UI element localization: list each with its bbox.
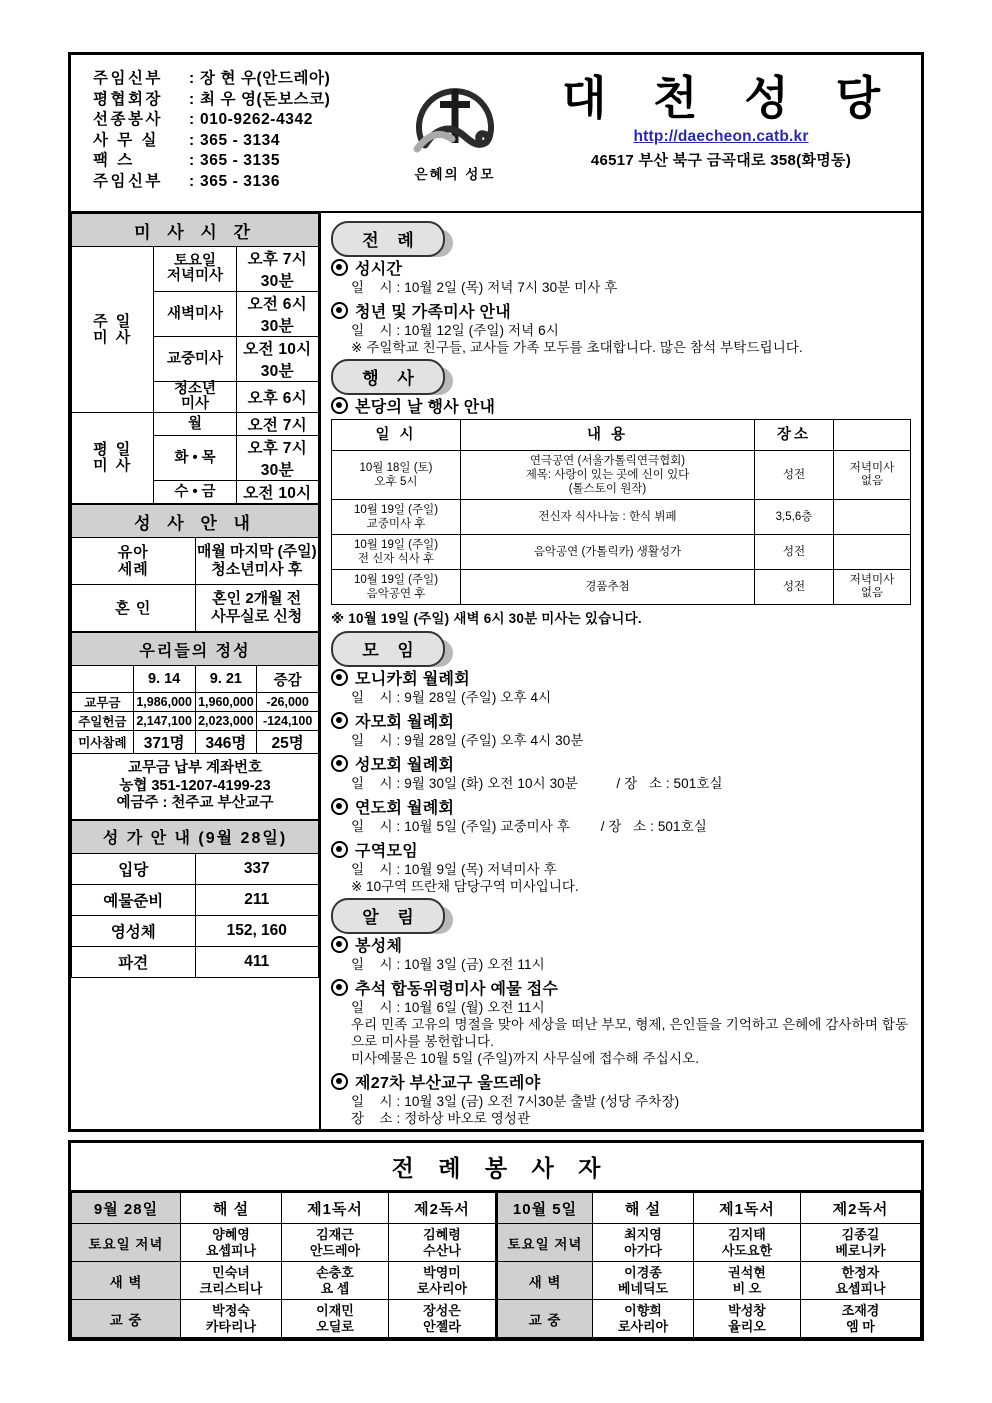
meeting-detail: 일 시 : 9월 28일 (주일) 오후 4시 [351,690,552,705]
offering-diff: 25명 [257,731,319,754]
mass-time: 오전 10시 30분 [236,337,318,382]
church-url-link[interactable]: http://daecheon.catb.kr [633,128,809,145]
offering-table [71,632,319,820]
offering-diff: -124,100 [257,712,319,731]
bullet-icon [331,798,348,815]
hymn-table [71,820,319,978]
events-col-where: 장소 [755,420,834,451]
events-col-what: 내 용 [461,420,755,451]
meeting-title: 구역모임 [355,843,419,860]
mass-schedule-title: 미 사 시 간 [72,214,319,247]
liturgy-item-note: ※ 주일학교 친구들, 교사들 가족 모두를 초대합니다. 많은 참석 부탁드립니다. [351,340,803,355]
announcement-item [329,976,913,1067]
contact-value: 최 우 영(돈보스코) [200,90,331,108]
mass-group-label: 평 일 미 사 [72,413,154,504]
ministers-row-label: 토요일 저녁 [72,1224,181,1262]
main-frame [68,52,924,1132]
event-when: 10월 18일 (토) 오후 5시 [332,451,461,500]
bullet-icon [331,302,348,319]
contact-colon: : [189,90,195,108]
offering-row-label: 미사참례 [72,731,134,754]
offering-col-date2: 9. 21 [195,666,257,693]
minister-cell: 김지태 사도요한 [694,1224,801,1262]
minister-cell: 한정자 요셉피나 [801,1262,921,1300]
events-col-extra [834,420,911,451]
meeting-item [329,709,913,749]
contact-colon: : [189,172,195,190]
events-table [331,419,911,605]
ministers-date-left: 9월 28일 [72,1193,181,1224]
events-item-title-row [329,394,913,417]
mass-kind: 수 • 금 [154,481,236,504]
announcement-detail: 일 시 : 10월 3일 (금) 오전 11시 [351,957,545,972]
contact-block [71,55,389,211]
sacrament-key: 혼 인 [72,585,196,632]
bank-account-info: 교무금 납부 계좌번호 농협 351-1207-4199-23 예금주 : 천주교 부산교구 [72,754,319,820]
offering-col-blank [72,666,134,693]
event-when: 10월 19일 (주일) 전 신자 식사 후 [332,535,461,570]
offering-col-date1: 9. 14 [133,666,195,693]
bullet-icon [331,259,348,276]
minister-cell: 손충호 요 셉 [282,1262,389,1300]
left-column [71,213,321,1132]
meeting-title: 모니카회 월례회 [355,671,471,688]
minister-cell: 김재근 안드레아 [282,1224,389,1262]
ministers-row-label: 교 중 [497,1300,593,1338]
mass-kind: 월 [154,413,236,436]
event-where: 성전 [755,451,834,500]
event-what: 경품추첨 [461,570,755,605]
minister-cell: 조재경 엠 마 [801,1300,921,1338]
church-logo-block [389,55,521,211]
event-where: 3,5,6층 [755,500,834,535]
events-item-title: 본당의 날 행사 안내 [355,399,496,416]
announcement-body: 우리 민족 고유의 명절을 맞아 세상을 떠난 부모, 형제, 은인들을 기억하고 은혜에 감사하며 합동으로 미사를 봉헌합니다. 미사예물은 10월 5일 (주일)까지 사무실에 접수해 주십시오. [351,1017,909,1066]
announcement-title-row [329,976,913,999]
contact-value: 365 - 3134 [200,131,281,149]
minister-cell: 장성은 안젤라 [389,1300,497,1338]
ministers-date-right: 10월 5일 [497,1193,593,1224]
event-where: 성전 [755,570,834,605]
meeting-title: 성모회 월례회 [355,757,455,774]
contact-colon: : [189,152,195,169]
contact-row [93,151,389,172]
bullet-icon [331,712,348,729]
ministers-header-row [72,1193,921,1224]
mass-schedule-table [71,213,319,504]
announcement-item [329,933,913,973]
meeting-title: 자모회 월례회 [355,714,455,731]
meeting-detail: 일 시 : 9월 28일 (주일) 오후 4시 30분 [351,733,584,748]
hymn-label: 입당 [72,853,196,884]
event-extra: 저녁미사 없음 [834,451,911,500]
mass-time: 오전 6시 30분 [236,292,318,337]
offering-row-label: 교무금 [72,693,134,712]
ministers-col-commentator: 해 설 [181,1193,282,1224]
meeting-title-row [329,709,913,732]
bullet-icon [331,841,348,858]
contact-label: 주임신부 [93,172,163,190]
sacrament-value: 매월 마지막 (주일) 청소년미사 후 [195,538,319,585]
minister-cell: 민숙녀 크리스티나 [181,1262,282,1300]
announcement-detail: 일 시 : 10월 6일 (월) 오전 11시 [351,1000,545,1015]
ministers-row [72,1262,921,1300]
contact-colon: : [189,70,195,87]
bullet-icon [331,979,348,996]
meeting-detail: 일 시 : 10월 9일 (목) 저녁미사 후 [351,862,557,877]
offering-value: 371명 [133,731,195,754]
announcement-title: 제27차 부산교구 울뜨레야 [355,1075,541,1092]
event-what: 연극공연 (서울가톨릭연극협회) 제목: 사랑이 있는 곳에 신이 있다 (톨스토이 원작) [461,451,755,500]
ministers-title: 전 례 봉 사 자 [71,1143,921,1192]
meeting-item [329,838,913,895]
meeting-item [329,795,913,835]
ministers-row [72,1300,921,1338]
ministers-row-label: 새 벽 [497,1262,593,1300]
bullet-icon [331,1073,348,1090]
offering-title: 우리들의 정성 [72,633,319,666]
meetings-section-header [331,631,913,665]
ministers-row-label: 새 벽 [72,1262,181,1300]
meeting-item [329,752,913,792]
mass-kind: 새벽미사 [154,292,236,337]
liturgy-section-header [331,221,913,255]
contact-value: 010-9262-4342 [200,111,313,128]
ministers-col-first-reading: 제1독서 [694,1193,801,1224]
mass-time: 오후 6시 [236,382,318,413]
ministers-col-first-reading: 제1독서 [282,1193,389,1224]
bullet-icon [331,397,348,414]
meeting-detail: 일 시 : 10월 5일 (주일) 교중미사 후 / 장 소 : 501호실 [351,819,707,834]
minister-cell: 최지영 아가다 [593,1224,694,1262]
contact-value: 365 - 3135 [200,152,281,169]
grace-of-mary-logo-icon [407,69,503,161]
meeting-title-row [329,752,913,775]
offering-value: 2,147,100 [133,712,195,731]
contact-label: 주임신부 [93,70,163,87]
event-extra [834,500,911,535]
announcement-item [329,1070,913,1127]
liturgy-item [329,299,913,356]
mass-kind: 화 • 목 [154,436,236,481]
ministers-row-label: 토요일 저녁 [497,1224,593,1262]
events-table-row [332,500,911,535]
contact-value: 장 현 우(안드레아) [200,70,331,87]
minister-cell: 권석현 비 오 [694,1262,801,1300]
events-section-header [331,359,913,393]
announcements-section-header [331,898,913,932]
liturgy-item-title: 청년 및 가족미사 안내 [355,304,512,321]
contact-label: 팩 스 [93,152,135,169]
minister-cell: 양혜영 요셉피나 [181,1224,282,1262]
minister-cell: 이향희 로사리아 [593,1300,694,1338]
event-what: 음악공연 (가톨릭카) 생활성가 [461,535,755,570]
events-table-row [332,570,911,605]
hymn-label: 파견 [72,946,196,977]
minister-cell: 이재민 오딜로 [282,1300,389,1338]
sacrament-value: 혼인 2개월 전 사무실로 신청 [195,585,319,632]
hymn-label: 영성체 [72,915,196,946]
meeting-item [329,666,913,706]
contact-colon: : [189,111,195,128]
hymn-number: 211 [195,884,319,915]
event-what: 전신자 식사나눔 : 한식 뷔페 [461,500,755,535]
minister-cell: 김혜령 수산나 [389,1224,497,1262]
contact-row [93,172,389,193]
liturgy-pill-label: 전 례 [331,221,445,257]
sacraments-table [71,504,319,632]
meeting-detail: 일 시 : 9월 30일 (화) 오전 10시 30분 / 장 소 : 501호실 [351,776,723,791]
events-table-row [332,451,911,500]
sacraments-title: 성 사 안 내 [72,505,319,538]
church-identity [521,55,921,211]
contact-colon: : [189,131,195,149]
meeting-title-row [329,795,913,818]
meetings-pill-label: 모 임 [331,631,445,667]
offering-value: 1,960,000 [195,693,257,712]
mass-time: 오전 7시 [236,413,318,436]
church-name: 대 천 성 당 [561,72,898,124]
contact-label: 평협회장 [93,90,163,108]
mass-kind: 청소년 미사 [154,382,236,413]
ministers-col-second-reading: 제2독서 [389,1193,497,1224]
announcement-detail: 장 소 : 정하상 바오로 영성관 [351,1111,531,1126]
hymn-number: 337 [195,853,319,884]
minister-cell: 박영미 로사리아 [389,1262,497,1300]
events-col-when: 일 시 [332,420,461,451]
bullet-icon [331,936,348,953]
offering-diff: -26,000 [257,693,319,712]
contact-row [93,110,389,131]
hymn-label: 예물준비 [72,884,196,915]
contact-row [93,90,389,111]
mass-time: 오후 7시 30분 [236,247,318,292]
sacrament-key: 유아 세례 [72,538,196,585]
mass-time: 오후 7시 30분 [236,436,318,481]
event-extra: 저녁미사 없음 [834,570,911,605]
offering-value: 346명 [195,731,257,754]
events-table-row [332,535,911,570]
events-note: ※ 10월 19일 (주일) 새벽 6시 30분 미사는 있습니다. [331,611,642,626]
ministers-col-commentator: 해 설 [593,1193,694,1224]
liturgy-item-title: 성시간 [355,261,403,278]
ministers-section [68,1140,924,1341]
bulletin-header [71,55,921,213]
announcement-detail: 일 시 : 10월 3일 (금) 오전 7시30분 출발 (성당 주차장) [351,1094,680,1109]
mass-group-label: 주 일 미 사 [72,247,154,413]
contact-value: 365 - 3136 [200,172,281,190]
event-extra [834,535,911,570]
event-when: 10월 19일 (주일) 교중미사 후 [332,500,461,535]
liturgy-item-detail: 일 시 : 10월 12일 (주일) 저녁 6시 [351,323,559,338]
offering-row-label: 주일헌금 [72,712,134,731]
meeting-note: ※ 10구역 뜨란채 담당구역 미사입니다. [351,879,579,894]
hymn-number: 152, 160 [195,915,319,946]
offering-col-diff: 증감 [257,666,319,693]
announcement-title-row [329,933,913,956]
announcement-title: 봉성체 [355,938,403,955]
logo-caption: 은혜의 성모 [414,167,496,182]
minister-cell: 박정숙 카타리나 [181,1300,282,1338]
minister-cell: 김종길 베로니카 [801,1224,921,1262]
mass-kind: 토요일 저녁미사 [154,247,236,292]
minister-cell: 이경종 베네딕도 [593,1262,694,1300]
church-address: 46517 부산 북구 금곡대로 358(화명동) [590,152,852,169]
mass-time: 오전 10시 [236,481,318,504]
meeting-title-row [329,838,913,861]
announcement-title-row [329,1070,913,1093]
announcement-title: 추석 합동위령미사 예물 접수 [355,981,559,998]
minister-cell: 박성창 율리오 [694,1300,801,1338]
liturgy-item [329,256,913,296]
ministers-row-label: 교 중 [72,1300,181,1338]
event-when: 10월 19일 (주일) 음악공연 후 [332,570,461,605]
contact-row [93,69,389,90]
announcements-pill-label: 알 림 [331,898,445,934]
ministers-row [72,1224,921,1262]
bullet-icon [331,669,348,686]
ministers-table [71,1192,921,1338]
events-pill-label: 행 사 [331,359,445,395]
contact-row [93,131,389,152]
liturgy-item-title-row [329,256,913,279]
meeting-title-row [329,666,913,689]
offering-value: 2,023,000 [195,712,257,731]
offering-value: 1,986,000 [133,693,195,712]
bulletin-body [71,213,921,1132]
liturgy-item-title-row [329,299,913,322]
hymn-title: 성 가 안 내 (9월 28일) [72,820,319,853]
hymn-number: 411 [195,946,319,977]
mass-kind: 교중미사 [154,337,236,382]
liturgy-item-detail: 일 시 : 10월 2일 (목) 저녁 7시 30분 미사 후 [351,280,618,295]
bullet-icon [331,755,348,772]
meeting-title: 연도회 월례회 [355,800,455,817]
right-column [321,213,921,1132]
contact-label: 선종봉사 [93,111,163,128]
event-where: 성전 [755,535,834,570]
ministers-col-second-reading: 제2독서 [801,1193,921,1224]
contact-label: 사 무 실 [93,131,160,149]
